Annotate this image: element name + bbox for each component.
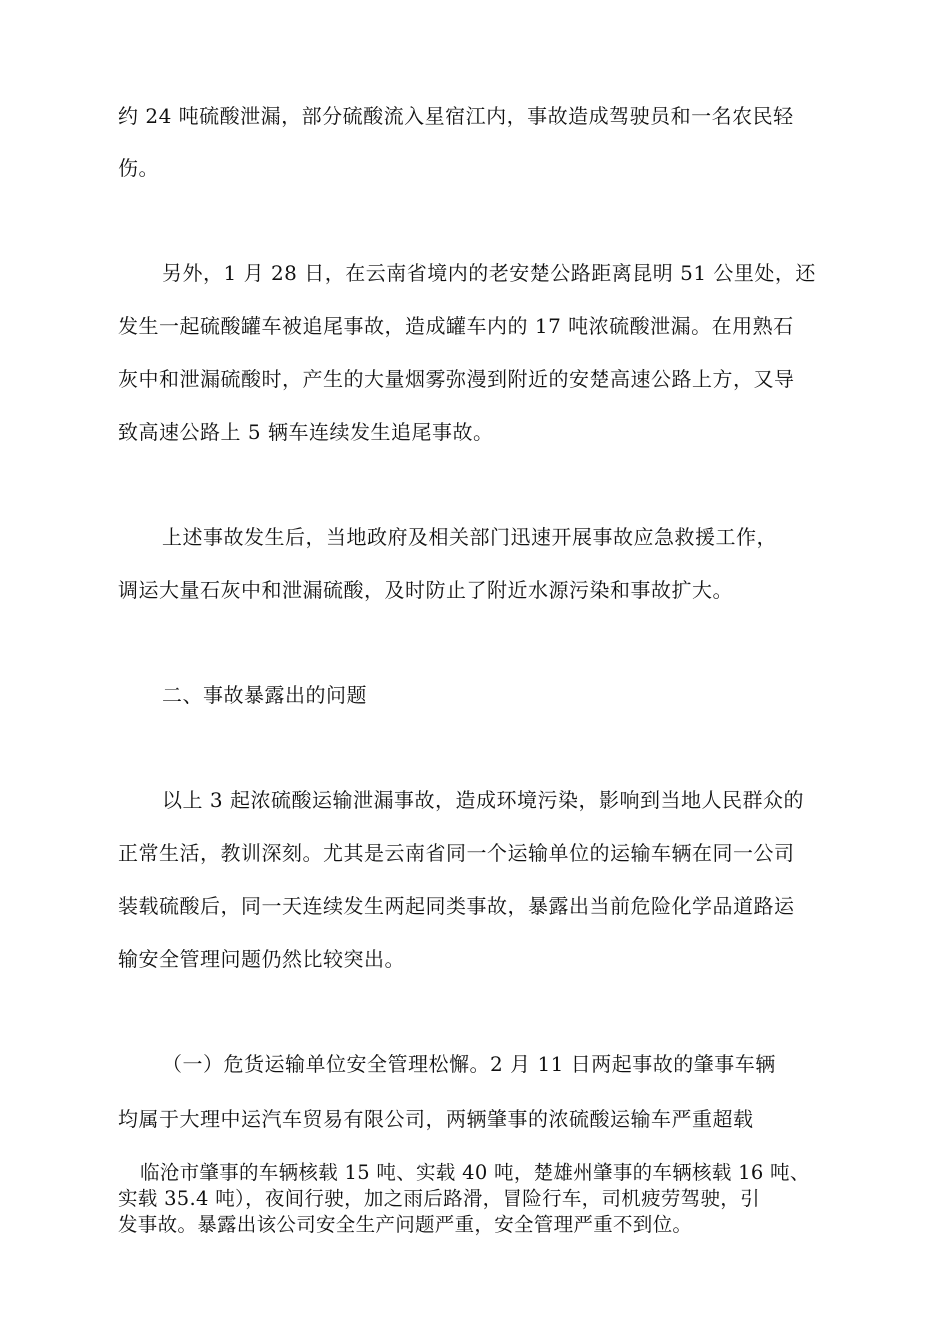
p2-line-4: 致高速公路上 5 辆车连续发生追尾事故。 [118,420,494,444]
p2-line-3: 灰中和泄漏硫酸时，产生的大量烟雾弥漫到附近的安楚高速公路上方，又导 [118,367,795,391]
p5-line-1: （一）危货运输单位安全管理松懈。2 月 11 日两起事故的肇事车辆 [162,1052,776,1076]
p6-line-3: 发事故。暴露出该公司安全生产问题严重，安全管理严重不到位。 [118,1213,693,1236]
p1-line-2: 伤。 [118,156,159,180]
p6-line-1: 临沧市肇事的车辆核载 15 吨、实载 40 吨，楚雄州肇事的车辆核载 16 吨、 [140,1161,810,1184]
p4-line-2: 正常生活，教训深刻。尤其是云南省同一个运输单位的运输车辆在同一公司 [118,841,795,865]
p4-line-1: 以上 3 起浓硫酸运输泄漏事故，造成环境污染，影响到当地人民群众的 [162,788,804,812]
p6-line-2: 实载 35.4 吨），夜间行驶，加之雨后路滑，冒险行车，司机疲劳驾驶，引 [118,1187,760,1210]
p2-line-2: 发生一起硫酸罐车被追尾事故，造成罐车内的 17 吨浓硫酸泄漏。在用熟石 [118,314,794,338]
p4-line-4: 输安全管理问题仍然比较突出。 [118,947,405,971]
p3-line-1: 上述事故发生后，当地政府及相关部门迅速开展事故应急救援工作， [162,525,777,549]
p1-line-1: 约 24 吨硫酸泄漏，部分硫酸流入星宿江内，事故造成驾驶员和一名农民轻 [118,104,794,128]
p2-line-1: 另外，1 月 28 日，在云南省境内的老安楚公路距离昆明 51 公里处，还 [162,261,816,285]
section-heading: 二、事故暴露出的问题 [162,683,367,707]
p4-line-3: 装载硫酸后，同一天连续发生两起同类事故，暴露出当前危险化学品道路运 [118,894,795,918]
p5-line-2: 均属于大理中运汽车贸易有限公司，两辆肇事的浓硫酸运输车严重超载 [118,1107,754,1131]
p3-line-2: 调运大量石灰中和泄漏硫酸，及时防止了附近水源污染和事故扩大。 [118,578,733,602]
